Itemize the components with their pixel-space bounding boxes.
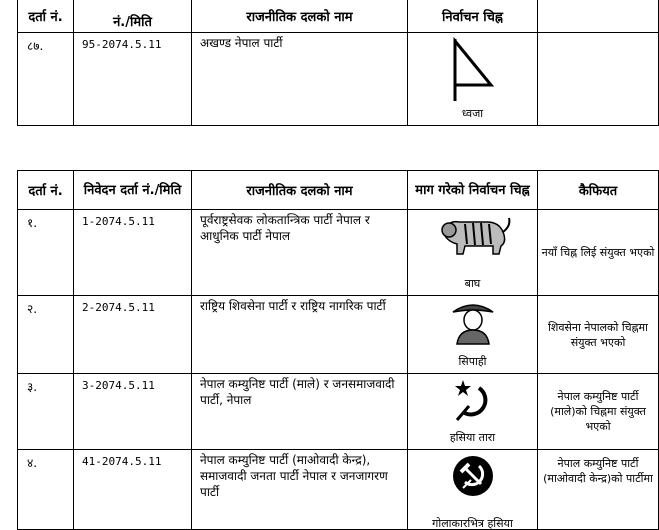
header-election-symbol: निर्वाचन चिह्न <box>408 0 538 33</box>
header-application-no-date: निवेदन दर्ता नं./मिति <box>74 171 192 210</box>
table-row <box>18 296 659 374</box>
soldier-icon <box>451 298 495 346</box>
circled-hammer-sickle-icon <box>451 454 495 498</box>
party-name: राष्ट्रिय शिवसेना पार्टी र राष्ट्रिय नागरिक पार्टी <box>192 296 408 374</box>
symbol-name: हसिया तारा <box>449 431 496 444</box>
table-row <box>18 33 659 126</box>
header-remarks <box>538 0 659 33</box>
application-no-date: 95-2074.5.11 <box>74 33 192 126</box>
header-party-name: राजनीतिक दलको नाम <box>192 171 408 210</box>
sickle-star-icon <box>449 378 497 424</box>
header-requested-symbol: माग गरेको निर्वाचन चिह्न <box>408 171 538 210</box>
election-symbol-cell <box>408 296 538 374</box>
header-registration-no: दर्ता नं. <box>18 171 74 210</box>
party-name: पूर्वराष्ट्रसेवक लोकतान्त्रिक पार्टी नेपाल र आधुनिक पार्टी नेपाल <box>192 210 408 296</box>
symbol-name: गोलाकारभित्र हसिया <box>432 517 513 530</box>
remarks <box>538 33 659 126</box>
election-symbol-cell <box>408 33 538 126</box>
registration-no: ४. <box>18 450 74 530</box>
party-name: नेपाल कम्युनिष्ट पार्टी (माले) र जनसमाजवादी पार्टी, नेपाल <box>192 374 408 450</box>
symbol-name: बाघ <box>464 277 481 290</box>
symbol-name: सिपाही <box>458 355 487 368</box>
remarks-cell <box>538 296 659 374</box>
flag-icon <box>443 37 503 103</box>
registration-no: २. <box>18 296 74 374</box>
application-no-date: 3-2074.5.11 <box>74 374 192 450</box>
remarks: नेपाल कम्युनिष्ट पार्टी (माले)को चिह्नमा संयुक्त भएको <box>550 390 646 433</box>
table-header-row <box>18 0 659 33</box>
remarks: नयाँ चिह्न लिई संयुक्त भएको <box>541 246 655 259</box>
remarks: नेपाल कम्युनिष्ट पार्टी (माओवादी केन्द्र)को पार्टीमा <box>543 457 653 485</box>
application-no-date: 41-2074.5.11 <box>74 450 192 530</box>
election-symbol-cell <box>408 210 538 296</box>
election-symbol-cell <box>408 374 538 450</box>
party-symbol-table-previous <box>17 0 659 126</box>
remarks-cell <box>538 374 659 450</box>
application-no-date: 2-2074.5.11 <box>74 296 192 374</box>
symbol-name: ध्वजा <box>461 107 484 120</box>
header-application-no-date: नं./मिति <box>74 0 192 33</box>
tiger-icon <box>435 212 511 256</box>
party-merger-table <box>17 170 659 530</box>
header-remarks: कैफियत <box>538 171 659 210</box>
table-row <box>18 450 659 530</box>
remarks: शिवसेना नेपालको चिह्नमा संयुक्त भएको <box>548 320 648 349</box>
registration-no: १. <box>18 210 74 296</box>
registration-no: ३. <box>18 374 74 450</box>
party-name: नेपाल कम्युनिष्ट पार्टी (माओवादी केन्द्र), समाजवादी जनता पार्टी नेपाल र जनजागरण पार्टी <box>192 450 408 530</box>
table-row <box>18 210 659 296</box>
table-row <box>18 374 659 450</box>
party-name: अखण्ड नेपाल पार्टी <box>192 33 408 126</box>
header-registration-no: दर्ता नं. <box>18 0 74 33</box>
election-symbol-cell <box>408 450 538 530</box>
header-party-name: राजनीतिक दलको नाम <box>192 0 408 33</box>
remarks-cell <box>538 450 659 530</box>
remarks-cell <box>538 210 659 296</box>
table-header-row <box>18 171 659 210</box>
registration-no: ८७. <box>18 33 74 126</box>
application-no-date: 1-2074.5.11 <box>74 210 192 296</box>
